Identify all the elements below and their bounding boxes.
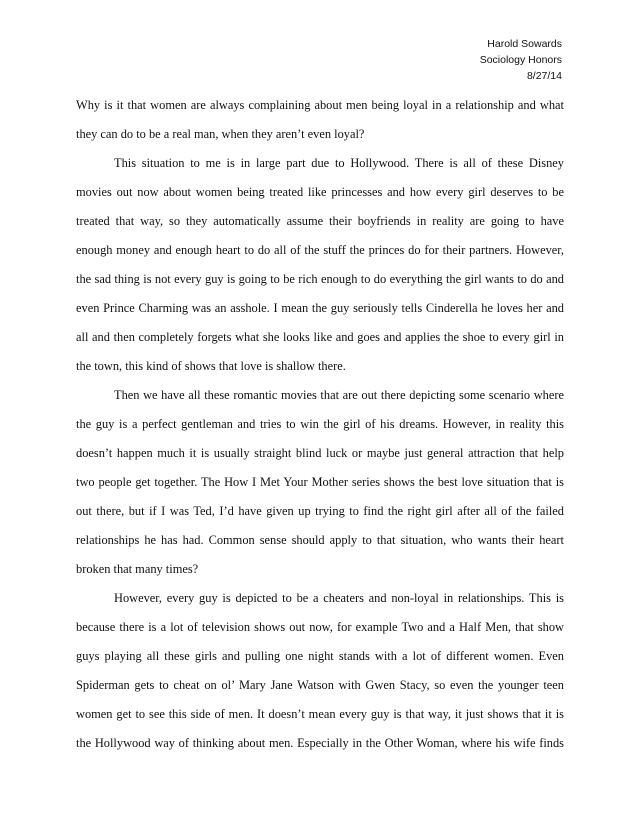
body-line: out there, but if I was Ted, I’d have given up trying to find the right girl after all of the failed [76,504,564,518]
body-line: women get to see this side of men. It doesn’t mean every guy is that way, it just shows that it is [76,707,564,721]
body-line: This situation to me is in large part due to Hollywood. There is all of these Disney [114,156,564,170]
body-line: because there is a lot of television shows out now, for example Two and a Half Men, that show [76,620,564,634]
document-date: 8/27/14 [526,70,562,82]
body-line: However, every guy is depicted to be a cheaters and non-loyal in relationships. This is [114,591,564,605]
body-line: the Hollywood way of thinking about men. Especially in the Other Woman, where his wife finds [76,736,564,750]
body-line: even Prince Charming was an asshole. I mean the guy seriously tells Cinderella he loves her and [76,301,564,315]
body-line: treated that way, so they automatically assume their boyfriends in reality are going to have [76,214,564,228]
body-line: they can do to be a real man, when they aren’t even loyal? [76,127,365,141]
body-line: Spiderman gets to cheat on ol’ Mary Jane Watson with Gwen Stacy, so even the younger teen [76,678,564,692]
author-name: Harold Sowards [487,38,562,50]
body-line: movies out now about women being treated like princesses and how every girl deserves to be [76,185,564,199]
body-line: enough money and enough heart to do all of the stuff the princes do for their partners. However, [76,243,564,257]
body-line: two people get together. The How I Met Your Mother series shows the best love situation that is [76,475,564,489]
body-line: all and then completely forgets what she looks like and goes and applies the shoe to every girl in [76,330,564,344]
body-line: doesn’t happen much it is usually straight blind luck or maybe just general attraction that help [76,446,564,460]
body-line: the town, this kind of shows that love is shallow there. [76,359,346,373]
document-body [76,91,564,758]
body-line: Why is it that women are always complaining about men being loyal in a relationship and what [76,98,564,112]
body-line: broken that many times? [76,562,199,576]
body-line: guys playing all these girls and pulling one night stands with a lot of different women. Even [76,649,564,663]
document-header [480,36,562,84]
body-line: the sad thing is not every guy is going to be rich enough to do everything the girl wants to do and [76,272,564,286]
body-line: Then we have all these romantic movies that are out there depicting some scenario where [114,388,564,402]
body-line: the guy is a perfect gentleman and tries to win the girl of his dreams. However, in reality this [76,417,564,431]
course-name: Sociology Honors [479,54,562,66]
body-line: relationships he has had. Common sense should apply to that situation, who wants their heart [76,533,564,547]
